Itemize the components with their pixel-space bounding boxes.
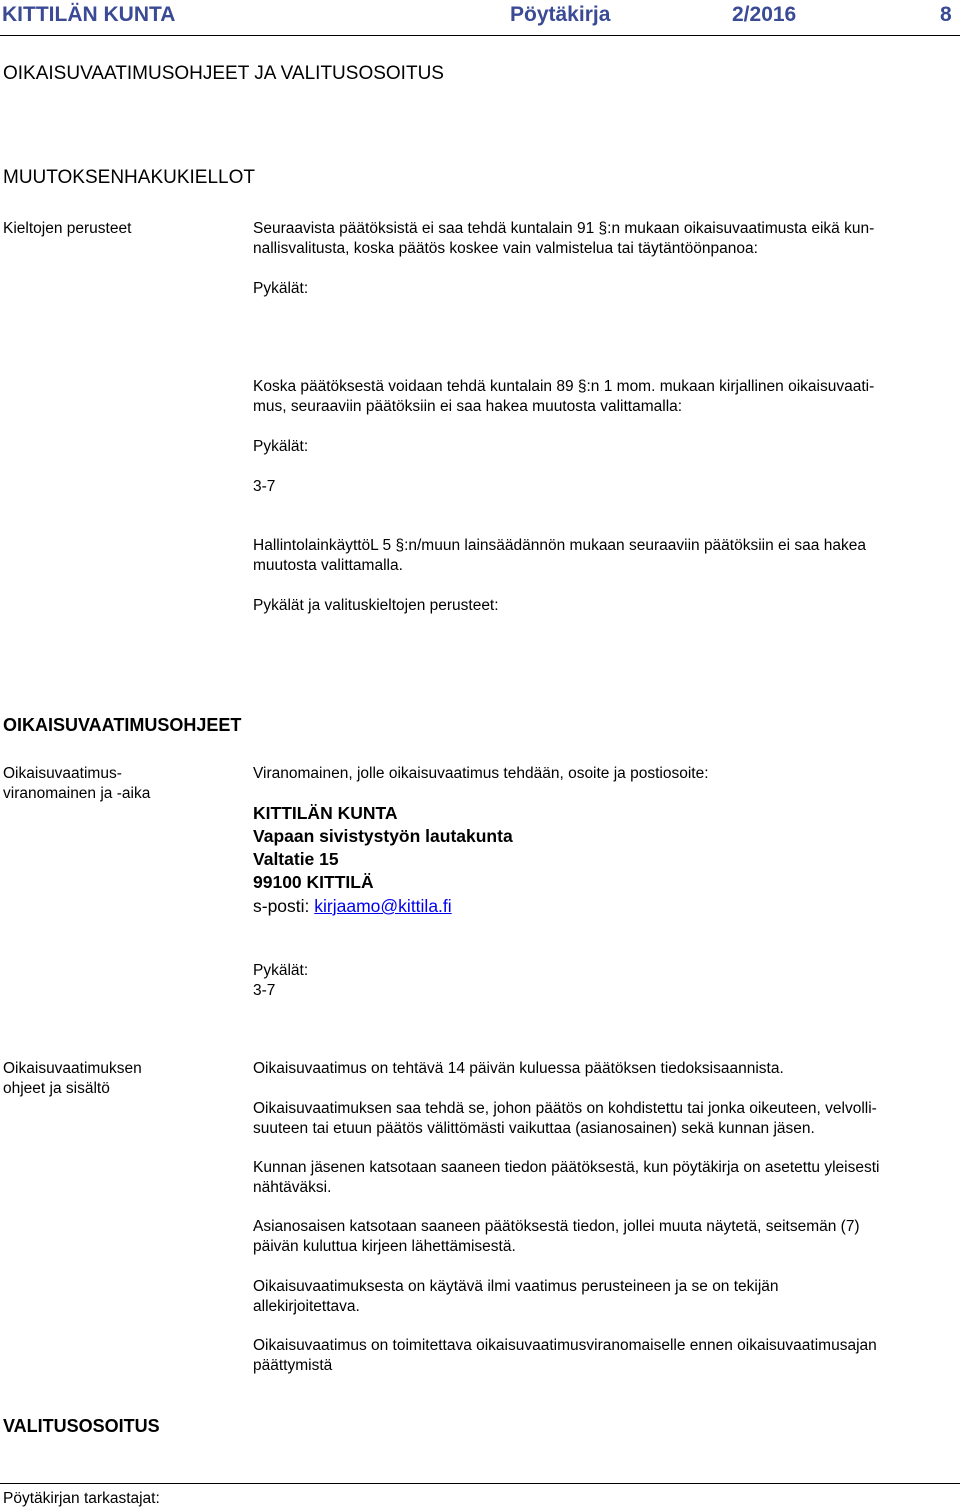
ohje-paragraph: Oikaisuvaatimus on tehtävä 14 päivän kuluessa päätöksen tiedoksisaannista. xyxy=(253,1060,784,1077)
footer-divider xyxy=(0,1483,960,1484)
pykalat-label: Pykälät: xyxy=(253,280,309,297)
para2-line1: Koska päätöksestä voidaan tehdä kuntalain 89 §:n 1 mom. mukaan kirjallinen oikaisuvaati- xyxy=(253,378,875,395)
ohje-paragraph-line2: päättymistä xyxy=(253,1357,333,1374)
ohje-paragraph-line1: Oikaisuvaatimus on toimitettava oikaisuvaatimusviranomaiselle ennen oikaisuvaatimusajan xyxy=(253,1337,877,1354)
ohje-paragraph-line1: Oikaisuvaatimuksesta on käytävä ilmi vaatimus perusteineen ja se on tekijän xyxy=(253,1278,779,1295)
ohje-paragraph-line2: nähtäväksi. xyxy=(253,1179,332,1196)
header-doc-type: Pöytäkirja xyxy=(510,3,611,26)
para3-line1: HallintolainkäyttöL 5 §:n/muun lainsäädännön mukaan seuraaviin päätöksiin ei saa hakea xyxy=(253,537,866,554)
pykalat-value: 3-7 xyxy=(253,982,276,999)
oikaisuvaatimusviranomainen-label-line1: Oikaisuvaatimus- xyxy=(3,765,122,782)
valitusosoitus-heading: VALITUSOSOITUS xyxy=(3,1416,160,1436)
para1-line1: Seuraavista päätöksistä ei saa tehdä kuntalain 91 §:n mukaan oikaisuvaatimusta eikä kun- xyxy=(253,220,875,237)
header-page-number: 8 xyxy=(940,3,952,26)
ohje-paragraph-line1: Asianosaisen katsotaan saaneen päätöksestä tiedon, jollei muuta näytetä, seitsemän (7) xyxy=(253,1218,860,1235)
main-title: OIKAISUVAATIMUSOHJEET JA VALITUSOSOITUS xyxy=(3,63,444,84)
pykalat-value: 3-7 xyxy=(253,478,276,495)
viranomainen-intro: Viranomainen, jolle oikaisuvaatimus tehdään, osoite ja postiosoite: xyxy=(253,765,709,782)
ohje-paragraph-line2: allekirjoitettava. xyxy=(253,1298,360,1315)
email-line xyxy=(253,896,452,917)
ohje-paragraph-line2: päivän kuluttua kirjeen lähettämisestä. xyxy=(253,1238,516,1255)
address-line: Vapaan sivistystyön lautakunta xyxy=(253,826,513,846)
header-org: KITTILÄN KUNTA xyxy=(2,3,176,26)
ohje-paragraph-line2: suuteen tai etuun päätös välittömästi vaikuttaa (asianosainen) sekä kunnan jäsen. xyxy=(253,1120,815,1137)
pykalat-label: Pykälät: xyxy=(253,438,309,455)
ohjeet-sisalto-label-line2: ohjeet ja sisältö xyxy=(3,1080,110,1097)
pykalat-valituskiellot-label: Pykälät ja valituskieltojen perusteet: xyxy=(253,597,499,614)
header-doc-number: 2/2016 xyxy=(732,3,797,26)
muutoksenhakukiellot-heading: MUUTOKSENHAKUKIELLOT xyxy=(3,167,255,188)
ohje-paragraph-line1: Oikaisuvaatimuksen saa tehdä se, johon päätös on kohdistettu tai jonka oikeuteen, velvolli- xyxy=(253,1100,877,1117)
pykalat-label: Pykälät: xyxy=(253,962,309,979)
para1-line2: nallisvalitusta, koska päätös koskee vain valmistelua tai täytäntöönpanoa: xyxy=(253,240,758,257)
header-divider xyxy=(0,35,960,36)
address-line: Valtatie 15 xyxy=(253,849,339,869)
ohjeet-sisalto-label-line1: Oikaisuvaatimuksen xyxy=(3,1060,142,1077)
para3-line2: muutosta valittamalla. xyxy=(253,557,403,574)
oikaisuvaatimusviranomainen-label-line2: viranomainen ja -aika xyxy=(3,785,151,802)
oikaisuvaatimusohjeet-heading: OIKAISUVAATIMUSOHJEET xyxy=(3,715,242,735)
address-line: 99100 KITTILÄ xyxy=(253,872,374,892)
ohje-paragraph-line1: Kunnan jäsenen katsotaan saaneen tiedon päätöksestä, kun pöytäkirja on asetettu yleisesti xyxy=(253,1159,880,1176)
email-link[interactable]: kirjaamo@kittila.fi xyxy=(314,896,452,916)
footer-tarkastajat-label: Pöytäkirjan tarkastajat: xyxy=(3,1490,160,1507)
para2-line2: mus, seuraaviin päätöksiin ei saa hakea muutosta valittamalla: xyxy=(253,398,683,415)
email-label: s-posti: xyxy=(253,896,315,916)
kieltojen-perusteet-label: Kieltojen perusteet xyxy=(3,220,132,237)
address-line: KITTILÄN KUNTA xyxy=(253,803,398,823)
